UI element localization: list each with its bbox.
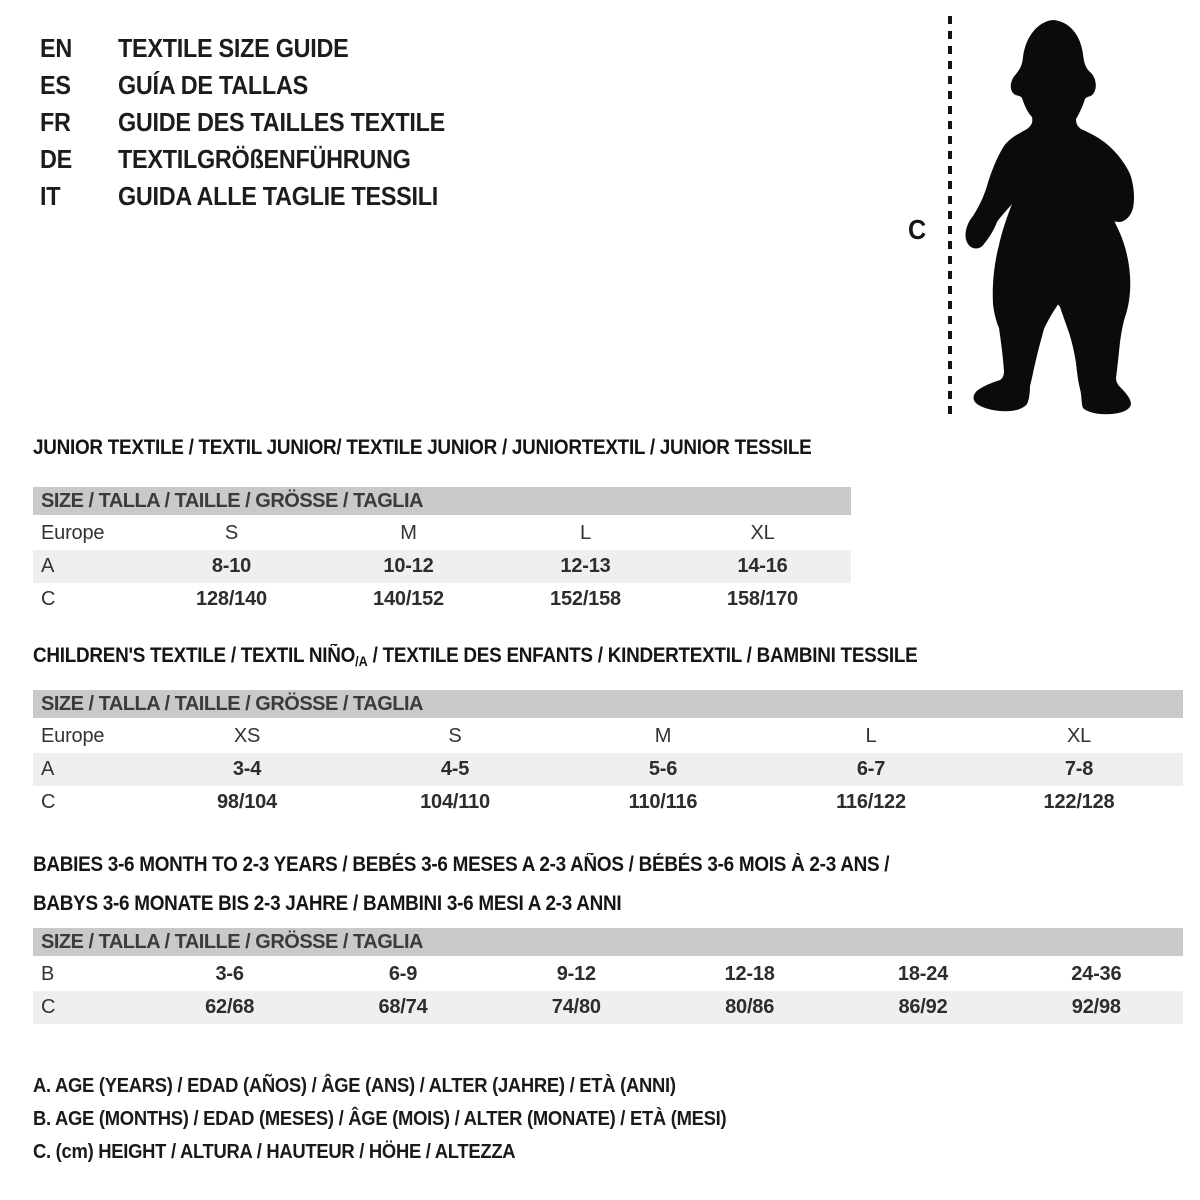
language-title-list — [40, 30, 481, 215]
legend-line-a — [33, 1070, 787, 1103]
table-row-age-months — [33, 958, 1183, 991]
legend-line-c — [33, 1136, 787, 1169]
table-cell: 122/128 — [1043, 791, 1115, 813]
legend-line-b-text: B. AGE (MONTHS) / EDAD (MESES) / ÂGE (MOIS) / ALTER (MONATE) / ETÀ (MESI) — [33, 1108, 727, 1130]
baby-silhouette-icon — [950, 10, 1200, 430]
row-label: Europe — [41, 725, 105, 747]
legend-line-b — [33, 1103, 787, 1136]
table-cell: 110/116 — [628, 791, 698, 813]
table-row-height — [33, 991, 1183, 1024]
table-cell: 128/140 — [196, 588, 267, 610]
table-cell: 104/110 — [420, 791, 490, 813]
table-cell: 80/86 — [725, 996, 775, 1018]
row-label: Europe — [41, 522, 105, 544]
table-cell: 18-24 — [897, 963, 949, 985]
babies-title-line2: BABYS 3-6 MONATE BIS 2-3 JAHRE / BAMBINI 3-6 MESI A 2-3 ANNI — [33, 892, 622, 915]
row-label: B — [41, 963, 55, 985]
table-row-europe — [33, 517, 851, 550]
size-header-band — [33, 928, 1183, 956]
children-title-part1: CHILDREN'S TEXTILE / TEXTIL NIÑO — [33, 644, 356, 667]
table-cell: L — [580, 522, 591, 544]
language-code: ES — [40, 70, 71, 100]
table-cell: 6-9 — [388, 963, 418, 985]
table-cell: 7-8 — [1064, 758, 1094, 780]
table-cell: S — [448, 725, 462, 747]
size-header-band — [33, 690, 1183, 718]
language-code: FR — [40, 107, 71, 137]
children-section-title-text — [33, 644, 917, 669]
row-label: A — [41, 758, 55, 780]
language-row — [40, 30, 481, 67]
row-label: C — [41, 996, 56, 1018]
children-size-table — [33, 690, 1183, 819]
language-title: TEXTILGRÖßENFÜHRUNG — [118, 144, 411, 174]
table-cell: 3-6 — [215, 963, 244, 985]
language-row — [40, 104, 481, 141]
language-title: GUÍA DE TALLAS — [118, 70, 308, 100]
table-cell: 3-4 — [232, 758, 262, 780]
table-cell: 9-12 — [556, 963, 596, 985]
table-cell: 6-7 — [856, 758, 886, 780]
measurement-legend — [33, 1070, 787, 1169]
babies-section-title — [33, 845, 984, 923]
table-cell: 4-5 — [440, 758, 470, 780]
junior-size-table — [33, 487, 851, 616]
table-cell: 14-16 — [737, 555, 788, 577]
table-cell: XS — [233, 725, 261, 747]
language-title: TEXTILE SIZE GUIDE — [118, 33, 349, 63]
babies-size-table — [33, 928, 1183, 1024]
table-cell: 12-13 — [560, 555, 611, 577]
babies-title-line1: BABIES 3-6 MONTH TO 2-3 YEARS / BEBÉS 3-6 MESES A 2-3 AÑOS / BÉBÉS 3-6 MOIS À 2-3 ANS / — [33, 853, 890, 876]
table-cell: S — [224, 522, 239, 544]
language-code: IT — [40, 181, 61, 211]
table-cell: 158/170 — [727, 588, 798, 610]
table-row-europe — [33, 720, 1183, 753]
table-cell: 5-6 — [648, 758, 678, 780]
language-row — [40, 141, 481, 178]
table-row-age — [33, 550, 851, 583]
table-cell: M — [654, 725, 672, 747]
junior-section-title-text: JUNIOR TEXTILE / TEXTIL JUNIOR/ TEXTILE JUNIOR / JUNIORTEXTIL / JUNIOR TESSILE — [33, 436, 812, 459]
table-cell: 12-18 — [724, 963, 775, 985]
legend-line-a-text: A. AGE (YEARS) / EDAD (AÑOS) / ÂGE (ANS) / ALTER (JAHRE) / ETÀ (ANNI) — [33, 1075, 676, 1097]
size-header-label: SIZE / TALLA / TAILLE / GRÖSSE / TAGLIA — [41, 930, 423, 953]
table-row-age — [33, 753, 1183, 786]
table-cell: 62/68 — [205, 996, 255, 1018]
table-cell: 152/158 — [550, 588, 621, 610]
table-cell: XL — [750, 522, 775, 544]
language-title: GUIDE DES TAILLES TEXTILE — [118, 107, 445, 137]
table-row-height — [33, 786, 1183, 819]
language-row — [40, 178, 481, 215]
size-header-label: SIZE / TALLA / TAILLE / GRÖSSE / TAGLIA — [41, 489, 423, 512]
legend-line-c-text: C. (cm) HEIGHT / ALTURA / HAUTEUR / HÖHE / ALTEZZA — [33, 1141, 516, 1163]
table-row-height — [33, 583, 851, 616]
children-section-title — [33, 644, 1016, 669]
size-header-band — [33, 487, 851, 515]
table-cell: 140/152 — [373, 588, 444, 610]
size-header-label: SIZE / TALLA / TAILLE / GRÖSSE / TAGLIA — [41, 692, 423, 715]
table-cell: L — [865, 725, 877, 747]
table-cell: 68/74 — [378, 996, 428, 1018]
table-cell: 8-10 — [211, 555, 252, 577]
table-cell: 24-36 — [1071, 963, 1122, 985]
children-title-subscript: /A — [355, 653, 368, 669]
row-label: C — [41, 588, 56, 610]
junior-section-title — [33, 436, 898, 460]
language-code: DE — [40, 144, 72, 174]
language-title: GUIDA ALLE TAGLIE TESSILI — [118, 181, 438, 211]
children-title-part2: / TEXTILE DES ENFANTS / KINDERTEXTIL / BAMBINI TESSILE — [367, 644, 918, 667]
language-row — [40, 67, 481, 104]
table-cell: 86/92 — [898, 996, 948, 1018]
table-cell: XL — [1066, 725, 1092, 747]
table-cell: M — [400, 522, 417, 544]
table-cell: 98/104 — [217, 791, 277, 813]
row-label: A — [41, 555, 55, 577]
height-measure-label: C — [908, 214, 926, 245]
row-label: C — [41, 791, 56, 813]
language-code: EN — [40, 33, 72, 63]
table-cell: 74/80 — [551, 996, 601, 1018]
table-cell: 10-12 — [383, 555, 434, 577]
table-cell: 92/98 — [1071, 996, 1121, 1018]
table-cell: 116/122 — [836, 791, 906, 813]
